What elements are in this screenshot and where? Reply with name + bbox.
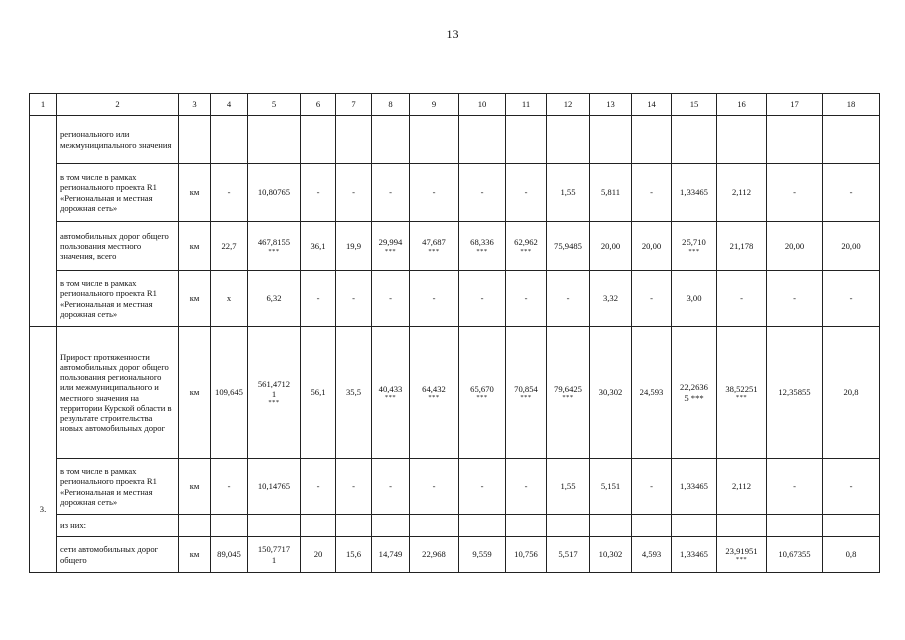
value-text: - [849, 187, 853, 198]
value-cell [672, 515, 717, 537]
indicator-name: автомобильных дорог общего пользования местного значения, всего [57, 222, 179, 271]
value-cell [590, 327, 632, 459]
table-row [30, 222, 880, 271]
value-text: 35,5 [345, 387, 362, 398]
value-text: - [524, 293, 528, 304]
value-cell [717, 515, 767, 537]
value-text: 109,645 [215, 387, 243, 398]
value-cell [590, 515, 632, 537]
value-cell [506, 327, 547, 459]
value-cell [767, 222, 823, 271]
value-text: 150,7717 1 [257, 544, 291, 565]
value-cell [248, 537, 301, 573]
value-text: 29,994 [378, 237, 403, 248]
value-cell [547, 222, 590, 271]
value-cell [506, 515, 547, 537]
value-cell [211, 327, 248, 459]
value-cell [823, 537, 880, 573]
header-cell: 1 [30, 94, 57, 116]
value-cell [211, 222, 248, 271]
value-cell [301, 537, 336, 573]
value-text: - [480, 187, 484, 198]
value-cell [301, 271, 336, 327]
value-cell [248, 459, 301, 515]
indicator-name: из них: [57, 515, 179, 537]
value-cell [410, 327, 459, 459]
value-cell [336, 459, 372, 515]
header-cell: 5 [248, 94, 301, 116]
value-cell [336, 327, 372, 459]
footnote-mark: *** [268, 399, 280, 407]
value-cell [767, 327, 823, 459]
value-text: 1,33465 [680, 549, 708, 560]
value-cell [248, 164, 301, 222]
value-cell [248, 222, 301, 271]
unit-cell: км [179, 537, 211, 573]
value-cell [301, 327, 336, 459]
value-cell [211, 164, 248, 222]
value-cell [823, 222, 880, 271]
value-cell [547, 459, 590, 515]
value-cell [632, 222, 672, 271]
footnote-mark: *** [384, 394, 397, 401]
value-cell [672, 222, 717, 271]
unit-cell: км [179, 271, 211, 327]
value-text: 10,756 [514, 549, 538, 560]
value-cell [506, 271, 547, 327]
value-text: 4,593 [641, 549, 662, 560]
value-cell [590, 459, 632, 515]
value-cell [823, 271, 880, 327]
value-cell [672, 327, 717, 459]
section-number-cell [30, 116, 57, 327]
value-text: - [793, 481, 796, 492]
value-cell [372, 537, 410, 573]
value-text: 62,962 [514, 237, 538, 248]
value-text: 12,35855 [778, 387, 811, 398]
value-text: - [849, 293, 853, 304]
value-cell [410, 537, 459, 573]
value-cell [301, 164, 336, 222]
value-text: 36,1 [310, 240, 326, 251]
value-cell [410, 515, 459, 537]
value-cell [372, 515, 410, 537]
value-text: 5,811 [600, 187, 621, 198]
value-text: 10,302 [598, 549, 623, 560]
value-text: 3,00 [686, 293, 702, 304]
value-cell [767, 537, 823, 573]
value-text: - [480, 481, 484, 492]
value-cell [336, 116, 372, 164]
value-cell [547, 537, 590, 573]
value-cell [767, 515, 823, 537]
value-cell [336, 515, 372, 537]
value-text: - [389, 293, 392, 304]
value-cell [459, 459, 506, 515]
value-cell [248, 327, 301, 459]
value-cell [459, 116, 506, 164]
value-text: 24,593 [639, 387, 664, 398]
value-cell [506, 116, 547, 164]
value-cell [211, 116, 248, 164]
value-cell [672, 459, 717, 515]
section-number: 3. [39, 504, 47, 515]
value-cell [301, 222, 336, 271]
value-text: 20,00 [641, 240, 662, 251]
value-cell [823, 459, 880, 515]
table-row [30, 515, 880, 537]
value-cell [823, 515, 880, 537]
value-cell [459, 222, 506, 271]
value-text: - [352, 187, 355, 198]
value-cell [336, 271, 372, 327]
value-text: 1,55 [560, 481, 576, 492]
header-cell: 15 [672, 94, 717, 116]
value-text: 23,91951 [725, 545, 758, 556]
value-text: - [566, 293, 570, 304]
value-cell [506, 222, 547, 271]
header-cell: 14 [632, 94, 672, 116]
value-text: - [793, 187, 796, 198]
value-text: 20 [313, 549, 323, 560]
header-cell: 9 [410, 94, 459, 116]
value-cell [717, 537, 767, 573]
page-number: 13 [446, 27, 459, 41]
value-cell [410, 222, 459, 271]
value-text: - [793, 293, 796, 304]
value-cell [336, 537, 372, 573]
value-cell [459, 164, 506, 222]
value-text: 6,32 [266, 293, 282, 304]
value-cell [410, 164, 459, 222]
value-text: - [389, 187, 392, 198]
value-cell [717, 164, 767, 222]
footnote-mark: *** [562, 394, 574, 401]
value-cell [547, 327, 590, 459]
value-text: 22,7 [221, 240, 237, 251]
value-text: - [740, 293, 743, 304]
unit-cell: км [179, 327, 211, 459]
header-cell: 6 [301, 94, 336, 116]
header-cell: 3 [179, 94, 211, 116]
value-cell [301, 515, 336, 537]
value-cell [767, 164, 823, 222]
value-cell [547, 164, 590, 222]
value-cell [632, 164, 672, 222]
value-text: 5,151 [600, 481, 621, 492]
value-cell [372, 222, 410, 271]
value-cell [672, 116, 717, 164]
value-cell [632, 515, 672, 537]
value-cell [248, 515, 301, 537]
value-cell [410, 459, 459, 515]
value-cell [590, 222, 632, 271]
value-text: х [226, 293, 232, 304]
value-text: 1,33465 [680, 481, 708, 492]
footnote-mark: *** [520, 394, 532, 401]
footnote-mark: *** [428, 394, 440, 401]
indicator-name: в том числе в рамках регионального проекта R1 «Региональная и местная дорожная сеть» [57, 459, 179, 515]
value-cell [672, 164, 717, 222]
value-text: 25,710 [682, 237, 706, 248]
value-text: 68,336 [470, 237, 494, 248]
header-row [30, 94, 880, 116]
value-text: 2,112 [731, 481, 752, 492]
value-text: 467,8155 [257, 237, 291, 248]
footnote-mark: *** [735, 556, 748, 563]
footnote-mark: *** [476, 247, 488, 255]
unit-cell [179, 116, 211, 164]
value-text: 30,302 [598, 387, 623, 398]
value-text: - [389, 481, 392, 492]
value-text: 75,9485 [554, 240, 582, 251]
value-cell [211, 537, 248, 573]
value-text: - [352, 293, 355, 304]
value-cell [372, 164, 410, 222]
value-cell [672, 537, 717, 573]
value-cell [632, 271, 672, 327]
header-cell: 17 [767, 94, 823, 116]
value-cell [767, 459, 823, 515]
value-text: - [650, 293, 653, 304]
table-row [30, 459, 880, 515]
value-cell [459, 515, 506, 537]
report-table [29, 93, 880, 573]
footnote-mark: *** [268, 247, 280, 255]
value-cell [717, 327, 767, 459]
value-cell [301, 116, 336, 164]
value-text: 14,749 [378, 549, 403, 560]
value-cell [506, 459, 547, 515]
value-text: 10,14765 [257, 481, 291, 492]
value-cell [547, 116, 590, 164]
value-text: 38,52251 [725, 383, 758, 394]
value-text: 65,670 [470, 383, 494, 394]
value-cell [459, 271, 506, 327]
value-text: 22,968 [422, 549, 446, 560]
value-cell [590, 537, 632, 573]
value-text: 70,854 [514, 383, 538, 394]
value-cell [248, 271, 301, 327]
value-cell [459, 327, 506, 459]
value-cell [717, 271, 767, 327]
footnote-mark: *** [384, 247, 397, 255]
value-text: 10,67355 [778, 549, 811, 560]
header-cell: 8 [372, 94, 410, 116]
value-text: - [316, 481, 320, 492]
value-text: 3,32 [602, 293, 619, 304]
value-cell [823, 116, 880, 164]
header-cell: 7 [336, 94, 372, 116]
value-cell [547, 515, 590, 537]
header-cell: 13 [590, 94, 632, 116]
value-text: 20,00 [784, 240, 805, 251]
table-row [30, 327, 880, 459]
value-cell [717, 116, 767, 164]
header-cell: 12 [547, 94, 590, 116]
table-row [30, 271, 880, 327]
value-cell [632, 459, 672, 515]
value-cell [590, 116, 632, 164]
value-text: 20,00 [841, 240, 861, 251]
value-text: 2,112 [731, 187, 752, 198]
header-cell: 2 [57, 94, 179, 116]
table-row [30, 164, 880, 222]
table-row [30, 116, 880, 164]
table-row [30, 537, 880, 573]
unit-cell [179, 515, 211, 537]
value-text: 0,8 [845, 549, 857, 560]
header-cell: 11 [506, 94, 547, 116]
value-cell [211, 271, 248, 327]
value-text: 89,045 [217, 549, 241, 560]
value-text: - [524, 187, 528, 198]
header-cell: 10 [459, 94, 506, 116]
indicator-name: в том числе в рамках регионального проекта R1 «Региональная и местная дорожная сеть» [57, 271, 179, 327]
value-cell [590, 271, 632, 327]
indicator-name: в том числе в рамках регионального проекта R1 «Региональная и местная дорожная сеть» [57, 164, 179, 222]
value-cell [459, 537, 506, 573]
footnote-mark: *** [735, 394, 748, 401]
footnote-mark: *** [688, 247, 700, 255]
value-cell [823, 327, 880, 459]
value-text: 15,6 [345, 549, 362, 560]
value-text: 1,55 [560, 187, 576, 198]
value-text: - [432, 187, 436, 198]
value-cell [336, 222, 372, 271]
value-text: 56,1 [310, 387, 326, 398]
indicator-name: Прирост протяженности автомобильных дорог общего пользования регионального или межмуниципального и местного значения на территории Курской области в результате строительства новых автомобильных дорог [57, 327, 179, 459]
unit-cell: км [179, 164, 211, 222]
value-cell [372, 116, 410, 164]
value-text: - [227, 481, 231, 492]
value-text: - [650, 187, 653, 198]
value-cell [211, 459, 248, 515]
indicator-name: сети автомобильных дорог общего [57, 537, 179, 573]
value-text: 20,8 [843, 387, 859, 398]
indicator-name: регионального или межмуниципального значения [57, 116, 179, 164]
value-cell [248, 116, 301, 164]
value-cell [506, 537, 547, 573]
value-cell [823, 164, 880, 222]
value-cell [767, 116, 823, 164]
value-cell [632, 537, 672, 573]
unit-cell: км [179, 459, 211, 515]
value-cell [717, 459, 767, 515]
value-text: 5,517 [558, 549, 578, 560]
value-cell [410, 116, 459, 164]
header-cell: 4 [211, 94, 248, 116]
value-text: - [316, 187, 320, 198]
value-text: - [480, 293, 484, 304]
value-cell [717, 222, 767, 271]
value-text: 10,80765 [257, 187, 291, 198]
value-text: - [650, 481, 653, 492]
value-cell [632, 327, 672, 459]
value-cell [410, 271, 459, 327]
value-cell [590, 164, 632, 222]
value-text: - [524, 481, 528, 492]
header-cell: 18 [823, 94, 880, 116]
value-text: - [352, 481, 355, 492]
value-text: 64,432 [422, 383, 446, 394]
value-text: - [849, 481, 853, 492]
value-cell [301, 459, 336, 515]
value-cell [336, 164, 372, 222]
header-cell: 16 [717, 94, 767, 116]
value-text: - [316, 293, 320, 304]
value-text: - [432, 293, 436, 304]
value-text: 47,687 [422, 237, 446, 248]
value-text: 19,9 [345, 240, 362, 251]
section-number-cell [30, 327, 57, 573]
unit-cell: км [179, 222, 211, 271]
value-text: 1,33465 [680, 187, 708, 198]
value-text: 21,178 [729, 240, 754, 251]
value-text: 561,4712 1 [257, 378, 291, 399]
value-text: 79,6425 [554, 383, 582, 394]
footnote-mark: *** [476, 394, 488, 401]
value-text: 20,00 [600, 240, 621, 251]
value-cell [372, 327, 410, 459]
value-cell [672, 271, 717, 327]
value-cell [632, 116, 672, 164]
value-text: 9,559 [472, 549, 492, 560]
value-cell [372, 459, 410, 515]
value-text: - [432, 481, 436, 492]
value-cell [506, 164, 547, 222]
footnote-mark: *** [520, 247, 532, 255]
footnote-mark: *** [428, 247, 440, 255]
value-text: 22,2636 5 *** [680, 382, 708, 403]
value-cell [547, 271, 590, 327]
value-text: 40,433 [378, 383, 403, 394]
value-cell [372, 271, 410, 327]
value-cell [211, 515, 248, 537]
value-cell [767, 271, 823, 327]
value-text: - [227, 187, 231, 198]
